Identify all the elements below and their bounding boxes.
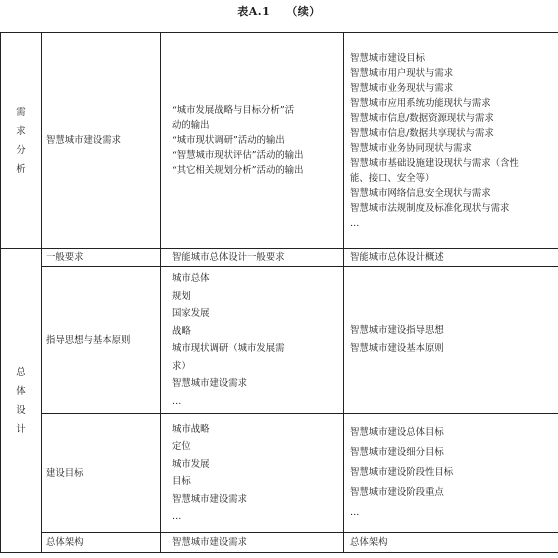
list-item: 智慧城市用户现状与需求	[350, 67, 454, 79]
list-item: 智慧城市建设指导思想	[350, 325, 444, 336]
list-item: 城市战略	[172, 423, 210, 435]
output-list	[344, 414, 558, 533]
table-title	[0, 3, 558, 19]
list-item: …	[172, 511, 182, 522]
item-label: 建设目标	[42, 414, 161, 533]
list-item: 动的输出	[172, 120, 210, 131]
table-row	[1, 414, 558, 533]
list-item: 国家发展	[172, 308, 210, 319]
list-item: “智慧城市现状评估”活动的输出	[172, 150, 304, 161]
table-row	[1, 533, 558, 553]
output-list	[344, 267, 558, 414]
list-item: 智慧城市信息/数据共享现状与需求	[350, 127, 494, 139]
input-list	[161, 33, 344, 249]
list-item: 规划	[172, 290, 191, 302]
list-item: …	[350, 217, 360, 229]
table-row	[1, 249, 558, 267]
list-item: 智慧城市建设阶段重点	[350, 487, 444, 498]
list-item: 求）	[172, 360, 191, 372]
list-item: “城市发展战略与目标分析”活	[172, 105, 295, 116]
table-row	[1, 267, 558, 414]
list-item: “城市现状调研”活动的输出	[172, 135, 285, 146]
output-list	[344, 533, 558, 553]
table-row	[1, 33, 558, 249]
list-item: 智慧城市建设细分目标	[350, 447, 444, 458]
category-overall-design: 总 体 设 计	[1, 249, 42, 553]
list-item: 智慧城市建设总体目标	[350, 427, 444, 438]
item-label: 总体架构	[42, 533, 161, 553]
output-list	[344, 33, 558, 249]
list-item: 智慧城市业务协同现状与需求	[350, 142, 472, 154]
input-list	[161, 249, 344, 267]
list-item: 总体架构	[350, 537, 388, 548]
list-item: 智慧城市建设需求	[172, 378, 248, 389]
list-item: 智慧城市应用系统功能现状与需求	[350, 97, 491, 109]
list-item: 能、接口、安全等）	[350, 172, 435, 184]
list-item: 战略	[172, 325, 191, 337]
output-list	[344, 249, 558, 267]
list-item: 智能城市总体设计概述	[350, 252, 444, 263]
table-number: 表A.1	[237, 5, 271, 18]
list-item: 智慧城市建设需求	[172, 537, 248, 548]
list-item: 目标	[172, 476, 191, 487]
list-item: 智慧城市建设目标	[350, 52, 426, 64]
list-item: 城市现状调研（城市发展需	[172, 343, 285, 354]
item-label: 智慧城市建设需求	[42, 33, 161, 249]
category-requirement-analysis: 需 求 分 析	[1, 33, 42, 249]
list-item: 智能城市总体设计一般要求	[172, 252, 285, 263]
spec-table	[0, 32, 558, 553]
list-item: 智慧城市基础设施建设现状与需求（含性	[350, 157, 519, 169]
list-item: “其它相关规划分析”活动的输出	[172, 165, 304, 176]
item-label: 指导思想与基本原则	[42, 267, 161, 414]
list-item: 智慧城市信息/数据资源现状与需求	[350, 112, 494, 124]
list-item: 城市总体	[172, 273, 210, 284]
input-list	[161, 414, 344, 533]
input-list	[161, 267, 344, 414]
list-item: 定位	[172, 441, 191, 452]
list-item: 智慧城市法规制度及标准化现状与需求	[350, 202, 510, 214]
table-continued: （续）	[286, 5, 321, 18]
list-item: 智慧城市建设基本原则	[350, 343, 444, 354]
list-item: …	[350, 507, 360, 518]
list-item: …	[172, 395, 182, 407]
list-item: 城市发展	[172, 458, 210, 470]
list-item: 智慧城市建设阶段性目标	[350, 467, 454, 478]
list-item: 智慧城市建设需求	[172, 493, 248, 505]
list-item: 智慧城市网络信息安全现状与需求	[350, 187, 491, 199]
item-label: 一般要求	[42, 249, 161, 267]
list-item: 智慧城市业务现状与需求	[350, 82, 454, 94]
input-list	[161, 533, 344, 553]
